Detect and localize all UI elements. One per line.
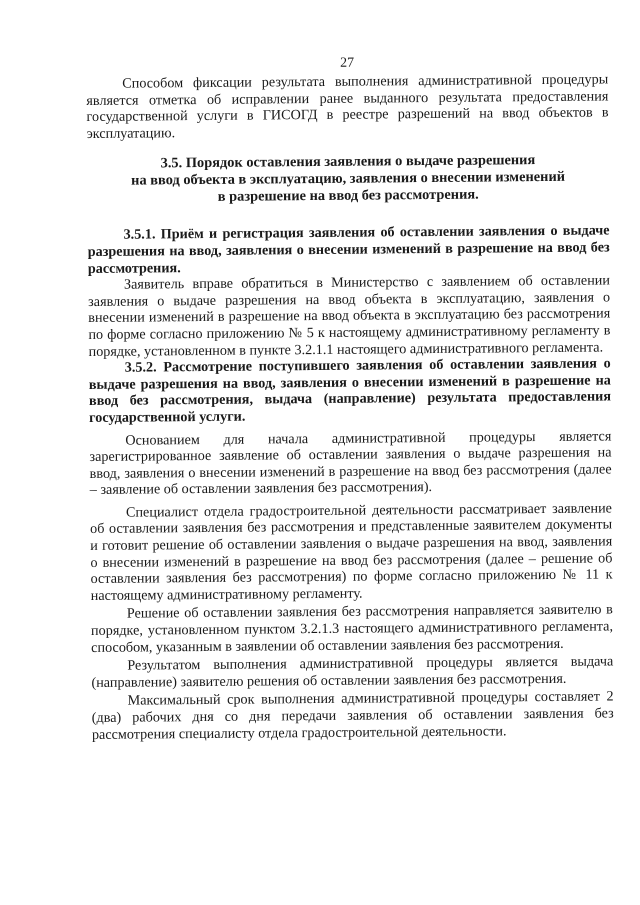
section-title-3-5 [87,152,609,208]
subsection-heading-3-5-1: 3.5.1. Приём и регистрация заявления об оставлении заявления о выдаче разрешения на ввод, заявления о внесении изменений в разрешение на ввод без рассмотрения. [87,222,610,277]
paragraph-applicant-right: Заявитель вправе обратиться в Министерство с заявлением об оставлении заявления о выдаче разрешения на ввод объекта в эксплуатацию, заявления о внесении изменений в разрешение на ввод объекта в эксплуатацию без рассмотрения по форме согласно приложению № 5 к настоящему административному регламенту в порядке, установленном в пункте 3.2.1.1 настоящего административного регламента. [88,272,611,360]
paragraph-basis: Основанием для начала административной процедуры является зарегистрированное заявление об оставлении заявления о выдаче разрешения на ввод, заявления о внесении изменений в разрешение на ввод без рассмотрения (далее – заявление об оставлении заявления без рассмотрения). [89,427,612,499]
paragraph-fixation-method: Способом фиксации результата выполнения административной процедуры является отметка об исправлении ранее выданного результата предоставления государственной услуги в ГИСОГД в реестре разрешений на ввод объектов в эксплуатацию. [86,71,609,142]
page-number: 27 [339,55,355,71]
paragraph-decision-sent: Решение об оставлении заявления без рассмотрения направляется заявителю в порядке, установленном пунктом 3.2.1.3 настоящего административного регламента, способом, указанным в заявлении об оставлении заявления без рассмотрения. [90,601,614,656]
subsection-heading-3-5-2: 3.5.2. Рассмотрение поступившего заявления об оставлении заявления о выдаче разрешения на ввод, заявления о внесении изменений в разрешение на ввод без рассмотрения, выдача (направление) результата предоставления государственной услуги. [88,355,612,426]
section-title-line: на ввод объекта в эксплуатацию, заявления о внесении изменений [131,169,566,189]
paragraph-result: Результатом выполнения административной процедуры является выдача (направление) заявителю решения об оставлении заявления без рассмотрения. [91,653,614,691]
paragraph-specialist-review: Специалист отдела градостроительной деятельности рассматривает заявление об оставлении заявления без рассмотрения и представленные заявителем документы и готовит решение об оставлении заявления о выдаче разрешения на ввод, заявления о внесении изменений в разрешение на ввод без рассмотрения (далее – решение об оставлении заявления без рассмотрения) по форме согласно приложению № 11 к настоящему административному регламенту. [90,500,613,604]
section-title-line: 3.5. Порядок оставления заявления о выдаче разрешения [160,152,536,172]
section-title-line: в разрешение на ввод без рассмотрения. [217,186,479,206]
paragraph-max-term: Максимальный срок выполнения административной процедуры составляет 2 (два) рабочих дня со дня передачи заявления об оставлении заявления без рассмотрения специалисту отдела градостроительной деятельности. [91,688,614,743]
document-page [86,53,614,743]
